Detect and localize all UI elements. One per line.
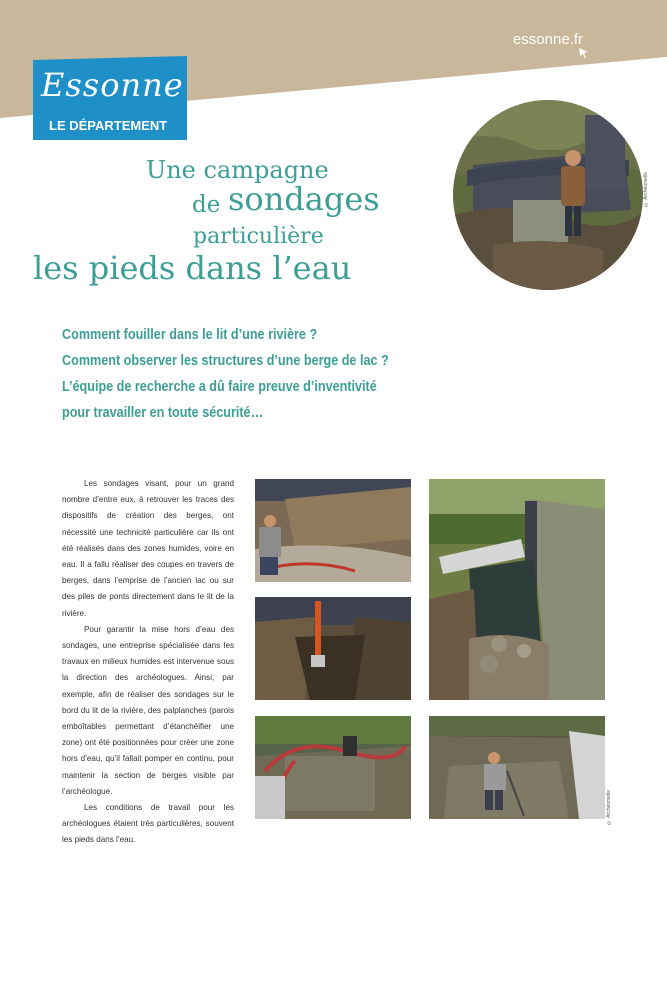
intro-line: pour travailler en toute sécurité… xyxy=(62,405,264,421)
photo-pumping-hoses xyxy=(255,716,411,819)
body-paragraph: Les sondages visant, pour un grand nombre d’entre eux, à retrouver les traces des dispositifs de création des berges, ont nécessité une technicité particulière car ils ont été réalisés dans des zones humides, voire en eau. Il a fallu réaliser des coupes en travers de berges, dans l’emprise de l’ancien lac ou sur des piles de ponts directement dans le lit de la rivière. xyxy=(62,479,234,618)
photo-excavator-trench xyxy=(255,597,411,700)
photo-trench-worker xyxy=(255,479,411,582)
body-paragraph: Les conditions de travail pour les archéologues étaient très particulières, souvent les pieds dans l’eau. xyxy=(62,803,234,845)
title-line-3: particulière xyxy=(193,224,324,249)
cursor-icon xyxy=(578,47,590,59)
intro-line: Comment fouiller dans le lit d’une rivière ? xyxy=(62,327,318,343)
title-line-1: Une campagne xyxy=(146,156,329,184)
title-line-2-main: sondages xyxy=(228,180,380,218)
photo-credit-top: © Archéomelle xyxy=(643,172,649,207)
intro-questions xyxy=(62,322,482,426)
photo-credit-bottom: © Archéomelle xyxy=(606,790,612,825)
logo-subtitle: LE DÉPARTEMENT xyxy=(49,118,168,133)
logo-script: Essonne xyxy=(41,66,184,104)
intro-line: Comment observer les structures d’une berge de lac ? xyxy=(62,353,389,369)
round-excavation-photo xyxy=(453,100,643,290)
essonne-logo[interactable] xyxy=(33,56,187,140)
intro-line: L’équipe de recherche a dû faire preuve d’inventivité xyxy=(62,379,377,395)
title-line-2-prefix: de xyxy=(192,192,221,218)
photo-sheet-piling-river xyxy=(429,479,605,700)
site-url[interactable]: essonne.fr xyxy=(512,31,583,48)
photo-worker-in-water xyxy=(429,716,605,819)
title-line-4: les pieds dans l’eau xyxy=(33,249,352,287)
body-text xyxy=(62,476,234,849)
body-paragraph: Pour garantir la mise hors d’eau des sondages, une entreprise spécialisée dans les travaux en milieux humides est intervenue sous la direction des archéologues. Ainsi, par exemple, afin de réaliser des sondages sur le bord du lit de la rivière, des palplanches (parois emboîtables permettant d’étanchéifier une zone) ont été positionnées pour créer une zone hors d’eau, qu’il fallait pomper en continu, pour maintenir la section de berges visible par l’archéologue. xyxy=(62,624,234,796)
